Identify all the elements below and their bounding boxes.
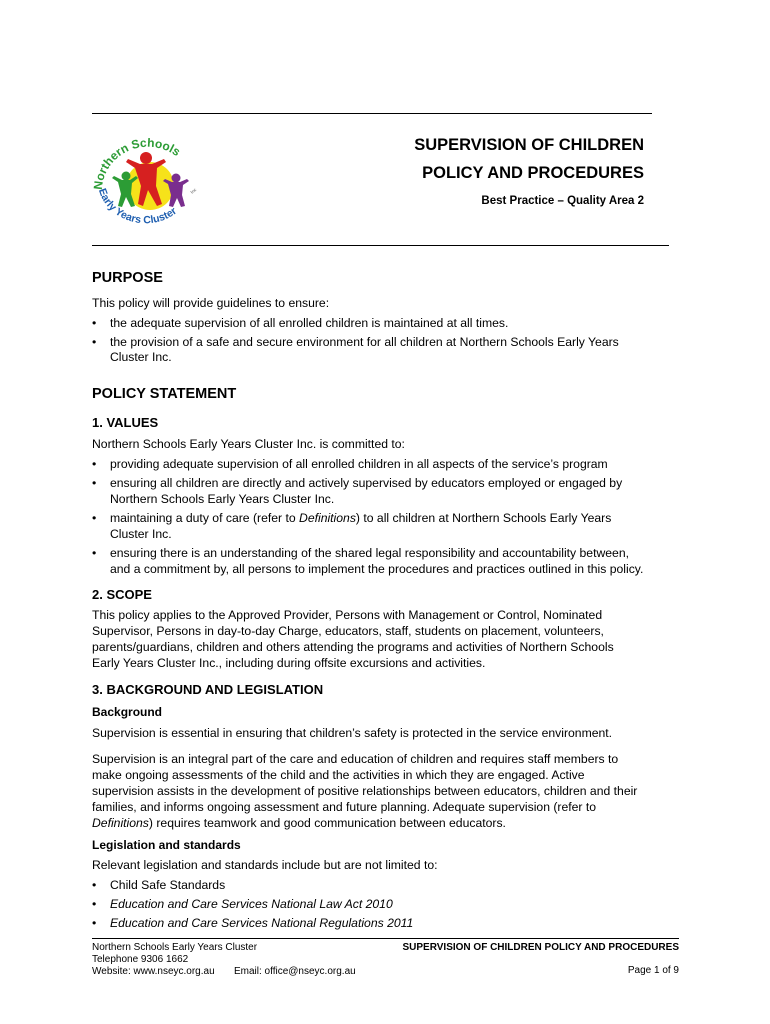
legislation-subheading: Legislation and standards: [92, 838, 241, 852]
values-bullet-2: • ensuring all children are directly and actively supervised by educators employed or engaged by Northern Schools Early Years Cluster Inc.: [92, 476, 623, 506]
purpose-bullet-2: • the provision of a safe and secure environment for all children at Northern Schools Early Years Cluster Inc.: [92, 335, 619, 364]
scope-heading: 2. SCOPE: [92, 587, 152, 602]
definitions-reference: Definitions: [299, 511, 356, 525]
background-subheading: Background: [92, 705, 163, 719]
bullet-icon: •: [92, 546, 97, 560]
values-bullet-1: • providing adequate supervision of all enrolled children in all aspects of the service’s program: [92, 457, 608, 471]
logo-arc-bottom-text: Early Years Cluster: [95, 186, 179, 227]
footer-telephone: Telephone 9306 1662: [92, 954, 189, 965]
footer-org: Northern Schools Early Years Cluster: [92, 942, 258, 953]
background-paragraph-1: Supervision is essential in ensuring that children’s safety is protected in the service environment.: [92, 726, 613, 740]
footer-email: Email: office@nseyc.org.au: [234, 966, 356, 977]
background-legislation-heading: 3. BACKGROUND AND LEGISLATION: [92, 682, 324, 697]
page-subtitle: Best Practice – Quality Area 2: [481, 195, 644, 207]
organisation-logo: [88, 128, 206, 234]
footer-document-title: SUPERVISION OF CHILDREN POLICY AND PROCEDURES: [402, 942, 679, 953]
footer-rule: [92, 938, 679, 939]
legislation-item: • Education and Care Services National Law Act 2010: [92, 897, 393, 911]
page-title-line1: SUPERVISION OF CHILDREN: [414, 136, 644, 154]
values-bullet-4: • ensuring there is an understanding of the shared legal responsibility and accountability between, and a commitment by, all persons to implement the procedures and practices outlined in this policy.: [92, 546, 644, 576]
bullet-icon: •: [92, 335, 97, 349]
page-title-line2: POLICY AND PROCEDURES: [422, 164, 644, 182]
footer-website: Website: www.nseyc.org.au: [92, 966, 215, 977]
purpose-bullet-1: • the adequate supervision of all enrolled children is maintained at all times.: [92, 316, 509, 330]
header-bottom-rule: [92, 245, 669, 246]
bullet-icon: •: [92, 457, 97, 471]
bullet-icon: •: [92, 511, 97, 525]
values-heading: 1. VALUES: [92, 415, 159, 430]
purpose-intro: This policy will provide guidelines to ensure:: [92, 296, 330, 310]
logo-arc-top-text: Northern Schools: [90, 135, 184, 191]
values-bullet-3: • maintaining a duty of care (refer to Definitions) to all children at Northern Schools Early Years Cluster Inc.: [92, 511, 612, 541]
legislation-item: • Education and Care Services National Regulations 2011: [92, 916, 414, 930]
footer-page-number: Page 1 of 9: [627, 965, 679, 976]
legislation-intro: Relevant legislation and standards include but are not limited to:: [92, 858, 438, 872]
header-top-rule: [92, 113, 652, 114]
bullet-icon: •: [92, 316, 97, 330]
policy-statement-heading: POLICY STATEMENT: [92, 386, 237, 402]
definitions-reference: Definitions: [92, 816, 149, 830]
bullet-icon: •: [92, 878, 97, 892]
bullet-icon: •: [92, 476, 97, 490]
logo-inc-mark: Inc: [189, 187, 198, 195]
bullet-icon: •: [92, 916, 97, 930]
bullet-icon: •: [92, 897, 97, 911]
values-intro: Northern Schools Early Years Cluster Inc. is committed to:: [92, 437, 405, 451]
background-paragraph-2: Supervision is an integral part of the care and education of children and requires staff members to make ongoing assessments of the child and the activities in which they are engaged. Active supervision assists in the development of positive relationships between educators, children and their families, and informs ongoing assessment and future planning. Adequate supervision (refer to Definitions) requires teamwork and good communication between educators.: [92, 752, 638, 830]
scope-paragraph: This policy applies to the Approved Provider, Persons with Management or Control, Nominated Supervisor, Persons in day-to-day Charge, educators, staff, students on placement, volunteers, parents/guardians, children and others attending the programs and activities of Northern Schools Early Years Cluster Inc., including during offsite excursions and activities.: [92, 608, 614, 670]
legislation-item: • Child Safe Standards: [92, 878, 226, 892]
purpose-heading: PURPOSE: [92, 270, 163, 286]
